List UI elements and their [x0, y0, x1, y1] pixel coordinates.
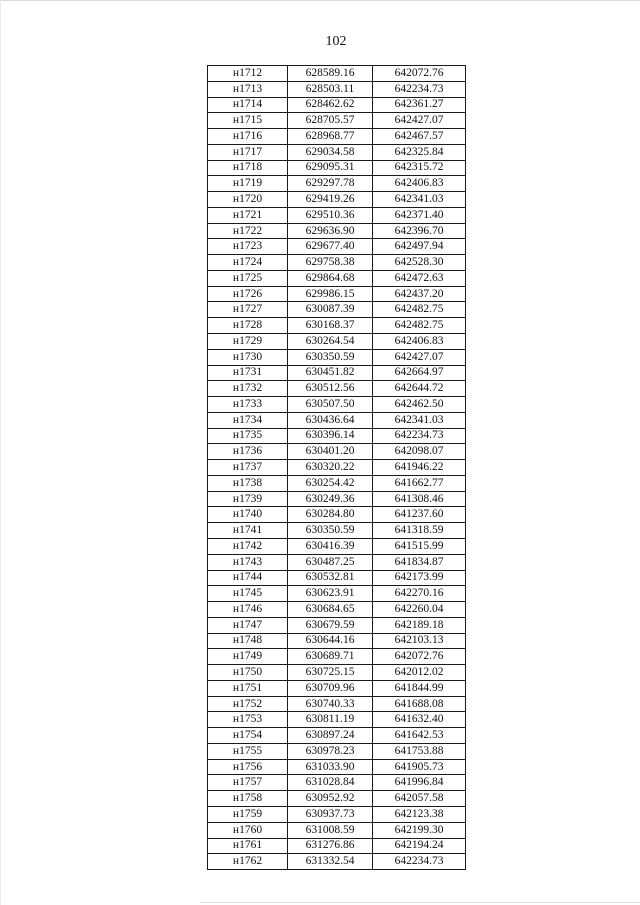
top-edge-line — [0, 0, 640, 1]
x-coordinate-cell: 629636.90 — [288, 223, 373, 239]
x-coordinate-cell: 631332.54 — [288, 854, 373, 870]
y-coordinate-cell: 642098.07 — [373, 444, 466, 460]
y-coordinate-cell: 642406.83 — [373, 176, 466, 192]
y-coordinate-cell: 641946.22 — [373, 460, 466, 476]
table-row — [208, 129, 466, 145]
point-id-cell: н1712 — [208, 66, 288, 82]
left-edge-line — [0, 0, 1, 905]
x-coordinate-cell: 630623.91 — [288, 586, 373, 602]
x-coordinate-cell: 630436.64 — [288, 412, 373, 428]
x-coordinate-cell: 630284.80 — [288, 507, 373, 523]
point-id-cell: н1755 — [208, 743, 288, 759]
x-coordinate-cell: 630350.59 — [288, 523, 373, 539]
table-row — [208, 286, 466, 302]
table-row — [208, 649, 466, 665]
coordinates-table-body — [208, 66, 466, 870]
x-coordinate-cell: 630401.20 — [288, 444, 373, 460]
x-coordinate-cell: 630811.19 — [288, 712, 373, 728]
x-coordinate-cell: 631276.86 — [288, 838, 373, 854]
x-coordinate-cell: 630507.50 — [288, 397, 373, 413]
point-id-cell: н1713 — [208, 81, 288, 97]
table-row — [208, 728, 466, 744]
x-coordinate-cell: 631028.84 — [288, 775, 373, 791]
x-coordinate-cell: 630709.96 — [288, 680, 373, 696]
y-coordinate-cell: 642341.03 — [373, 192, 466, 208]
y-coordinate-cell: 641753.88 — [373, 743, 466, 759]
y-coordinate-cell: 642341.03 — [373, 412, 466, 428]
table-row — [208, 239, 466, 255]
table-row — [208, 397, 466, 413]
table-row — [208, 791, 466, 807]
x-coordinate-cell: 630254.42 — [288, 475, 373, 491]
x-coordinate-cell: 630451.82 — [288, 365, 373, 381]
y-coordinate-cell: 642325.84 — [373, 144, 466, 160]
table-row — [208, 318, 466, 334]
point-id-cell: н1715 — [208, 113, 288, 129]
x-coordinate-cell: 630416.39 — [288, 538, 373, 554]
y-coordinate-cell: 642482.75 — [373, 302, 466, 318]
table-row — [208, 491, 466, 507]
table-row — [208, 822, 466, 838]
x-coordinate-cell: 630725.15 — [288, 665, 373, 681]
y-coordinate-cell: 642057.58 — [373, 791, 466, 807]
y-coordinate-cell: 642482.75 — [373, 318, 466, 334]
point-id-cell: н1747 — [208, 617, 288, 633]
x-coordinate-cell: 629419.26 — [288, 192, 373, 208]
y-coordinate-cell: 642427.07 — [373, 113, 466, 129]
point-id-cell: н1740 — [208, 507, 288, 523]
table-row — [208, 255, 466, 271]
y-coordinate-cell: 642396.70 — [373, 223, 466, 239]
table-row — [208, 444, 466, 460]
table-row — [208, 176, 466, 192]
x-coordinate-cell: 630264.54 — [288, 334, 373, 350]
table-row — [208, 192, 466, 208]
y-coordinate-cell: 642437.20 — [373, 286, 466, 302]
y-coordinate-cell: 642199.30 — [373, 822, 466, 838]
y-coordinate-cell: 642497.94 — [373, 239, 466, 255]
point-id-cell: н1739 — [208, 491, 288, 507]
table-row — [208, 759, 466, 775]
x-coordinate-cell: 629510.36 — [288, 207, 373, 223]
table-row — [208, 586, 466, 602]
y-coordinate-cell: 642528.30 — [373, 255, 466, 271]
x-coordinate-cell: 630512.56 — [288, 381, 373, 397]
point-id-cell: н1751 — [208, 680, 288, 696]
point-id-cell: н1728 — [208, 318, 288, 334]
y-coordinate-cell: 641834.87 — [373, 554, 466, 570]
x-coordinate-cell: 630684.65 — [288, 602, 373, 618]
y-coordinate-cell: 642234.73 — [373, 854, 466, 870]
x-coordinate-cell: 631008.59 — [288, 822, 373, 838]
point-id-cell: н1735 — [208, 428, 288, 444]
x-coordinate-cell: 630320.22 — [288, 460, 373, 476]
x-coordinate-cell: 630689.71 — [288, 649, 373, 665]
point-id-cell: н1726 — [208, 286, 288, 302]
table-row — [208, 775, 466, 791]
y-coordinate-cell: 641844.99 — [373, 680, 466, 696]
y-coordinate-cell: 642103.13 — [373, 633, 466, 649]
x-coordinate-cell: 630978.23 — [288, 743, 373, 759]
x-coordinate-cell: 630937.73 — [288, 806, 373, 822]
point-id-cell: н1729 — [208, 334, 288, 350]
table-row — [208, 81, 466, 97]
table-row — [208, 349, 466, 365]
y-coordinate-cell: 642189.18 — [373, 617, 466, 633]
point-id-cell: н1748 — [208, 633, 288, 649]
point-id-cell: н1733 — [208, 397, 288, 413]
x-coordinate-cell: 630532.81 — [288, 570, 373, 586]
table-row — [208, 223, 466, 239]
x-coordinate-cell: 628589.16 — [288, 66, 373, 82]
point-id-cell: н1756 — [208, 759, 288, 775]
table-row — [208, 475, 466, 491]
x-coordinate-cell: 630952.92 — [288, 791, 373, 807]
y-coordinate-cell: 642123.38 — [373, 806, 466, 822]
y-coordinate-cell: 641308.46 — [373, 491, 466, 507]
x-coordinate-cell: 630350.59 — [288, 349, 373, 365]
table-row — [208, 538, 466, 554]
point-id-cell: н1722 — [208, 223, 288, 239]
y-coordinate-cell: 641237.60 — [373, 507, 466, 523]
y-coordinate-cell: 642072.76 — [373, 66, 466, 82]
table-row — [208, 554, 466, 570]
table-row — [208, 854, 466, 870]
point-id-cell: н1734 — [208, 412, 288, 428]
x-coordinate-cell: 629095.31 — [288, 160, 373, 176]
table-row — [208, 680, 466, 696]
x-coordinate-cell: 628968.77 — [288, 129, 373, 145]
point-id-cell: н1714 — [208, 97, 288, 113]
table-row — [208, 113, 466, 129]
point-id-cell: н1730 — [208, 349, 288, 365]
bottom-edge-line — [200, 902, 640, 903]
point-id-cell: н1741 — [208, 523, 288, 539]
point-id-cell: н1745 — [208, 586, 288, 602]
table-row — [208, 365, 466, 381]
point-id-cell: н1758 — [208, 791, 288, 807]
table-row — [208, 97, 466, 113]
x-coordinate-cell: 630396.14 — [288, 428, 373, 444]
point-id-cell: н1754 — [208, 728, 288, 744]
table-row — [208, 207, 466, 223]
point-id-cell: н1718 — [208, 160, 288, 176]
point-id-cell: н1757 — [208, 775, 288, 791]
y-coordinate-cell: 642371.40 — [373, 207, 466, 223]
point-id-cell: н1725 — [208, 270, 288, 286]
y-coordinate-cell: 642012.02 — [373, 665, 466, 681]
point-id-cell: н1731 — [208, 365, 288, 381]
table-row — [208, 743, 466, 759]
table-row — [208, 460, 466, 476]
y-coordinate-cell: 641662.77 — [373, 475, 466, 491]
x-coordinate-cell: 628503.11 — [288, 81, 373, 97]
page-number: 102 — [325, 34, 347, 49]
y-coordinate-cell: 642194.24 — [373, 838, 466, 854]
y-coordinate-cell: 642234.73 — [373, 81, 466, 97]
table-row — [208, 334, 466, 350]
point-id-cell: н1732 — [208, 381, 288, 397]
point-id-cell: н1737 — [208, 460, 288, 476]
table-row — [208, 507, 466, 523]
y-coordinate-cell: 642270.16 — [373, 586, 466, 602]
point-id-cell: н1760 — [208, 822, 288, 838]
y-coordinate-cell: 642361.27 — [373, 97, 466, 113]
point-id-cell: н1746 — [208, 602, 288, 618]
point-id-cell: н1752 — [208, 696, 288, 712]
point-id-cell: н1753 — [208, 712, 288, 728]
x-coordinate-cell: 630897.24 — [288, 728, 373, 744]
table-row — [208, 696, 466, 712]
table-row — [208, 412, 466, 428]
point-id-cell: н1759 — [208, 806, 288, 822]
y-coordinate-cell: 642234.73 — [373, 428, 466, 444]
table-row — [208, 633, 466, 649]
table-row — [208, 617, 466, 633]
y-coordinate-cell: 641688.08 — [373, 696, 466, 712]
table-row — [208, 838, 466, 854]
point-id-cell: н1736 — [208, 444, 288, 460]
x-coordinate-cell: 628462.62 — [288, 97, 373, 113]
table-row — [208, 270, 466, 286]
table-row — [208, 144, 466, 160]
point-id-cell: н1719 — [208, 176, 288, 192]
table-row — [208, 570, 466, 586]
table-row — [208, 523, 466, 539]
point-id-cell: н1749 — [208, 649, 288, 665]
table-row — [208, 381, 466, 397]
table-row — [208, 160, 466, 176]
point-id-cell: н1727 — [208, 302, 288, 318]
table-row — [208, 712, 466, 728]
x-coordinate-cell: 630087.39 — [288, 302, 373, 318]
point-id-cell: н1744 — [208, 570, 288, 586]
table-row — [208, 665, 466, 681]
y-coordinate-cell: 642315.72 — [373, 160, 466, 176]
x-coordinate-cell: 629677.40 — [288, 239, 373, 255]
x-coordinate-cell: 628705.57 — [288, 113, 373, 129]
x-coordinate-cell: 630168.37 — [288, 318, 373, 334]
point-id-cell: н1761 — [208, 838, 288, 854]
x-coordinate-cell: 630740.33 — [288, 696, 373, 712]
point-id-cell: н1724 — [208, 255, 288, 271]
y-coordinate-cell: 642462.50 — [373, 397, 466, 413]
x-coordinate-cell: 629986.15 — [288, 286, 373, 302]
coordinates-table — [207, 65, 466, 870]
y-coordinate-cell: 642427.07 — [373, 349, 466, 365]
x-coordinate-cell: 630679.59 — [288, 617, 373, 633]
table-row — [208, 806, 466, 822]
point-id-cell: н1723 — [208, 239, 288, 255]
x-coordinate-cell: 631033.90 — [288, 759, 373, 775]
table-row — [208, 66, 466, 82]
point-id-cell: н1743 — [208, 554, 288, 570]
x-coordinate-cell: 629864.68 — [288, 270, 373, 286]
point-id-cell: н1717 — [208, 144, 288, 160]
x-coordinate-cell: 629297.78 — [288, 176, 373, 192]
x-coordinate-cell: 630487.25 — [288, 554, 373, 570]
point-id-cell: н1738 — [208, 475, 288, 491]
y-coordinate-cell: 642072.76 — [373, 649, 466, 665]
y-coordinate-cell: 641905.73 — [373, 759, 466, 775]
y-coordinate-cell: 641318.59 — [373, 523, 466, 539]
x-coordinate-cell: 630249.36 — [288, 491, 373, 507]
x-coordinate-cell: 630644.16 — [288, 633, 373, 649]
y-coordinate-cell: 642406.83 — [373, 334, 466, 350]
point-id-cell: н1716 — [208, 129, 288, 145]
y-coordinate-cell: 642260.04 — [373, 602, 466, 618]
point-id-cell: н1721 — [208, 207, 288, 223]
point-id-cell: н1750 — [208, 665, 288, 681]
y-coordinate-cell: 642664.97 — [373, 365, 466, 381]
y-coordinate-cell: 641642.53 — [373, 728, 466, 744]
y-coordinate-cell: 642467.57 — [373, 129, 466, 145]
y-coordinate-cell: 641996.84 — [373, 775, 466, 791]
table-row — [208, 302, 466, 318]
y-coordinate-cell: 641632.40 — [373, 712, 466, 728]
point-id-cell: н1720 — [208, 192, 288, 208]
point-id-cell: н1742 — [208, 538, 288, 554]
x-coordinate-cell: 629034.58 — [288, 144, 373, 160]
table-row — [208, 602, 466, 618]
point-id-cell: н1762 — [208, 854, 288, 870]
y-coordinate-cell: 642472.63 — [373, 270, 466, 286]
x-coordinate-cell: 629758.38 — [288, 255, 373, 271]
y-coordinate-cell: 642644.72 — [373, 381, 466, 397]
y-coordinate-cell: 641515.99 — [373, 538, 466, 554]
table-row — [208, 428, 466, 444]
y-coordinate-cell: 642173.99 — [373, 570, 466, 586]
